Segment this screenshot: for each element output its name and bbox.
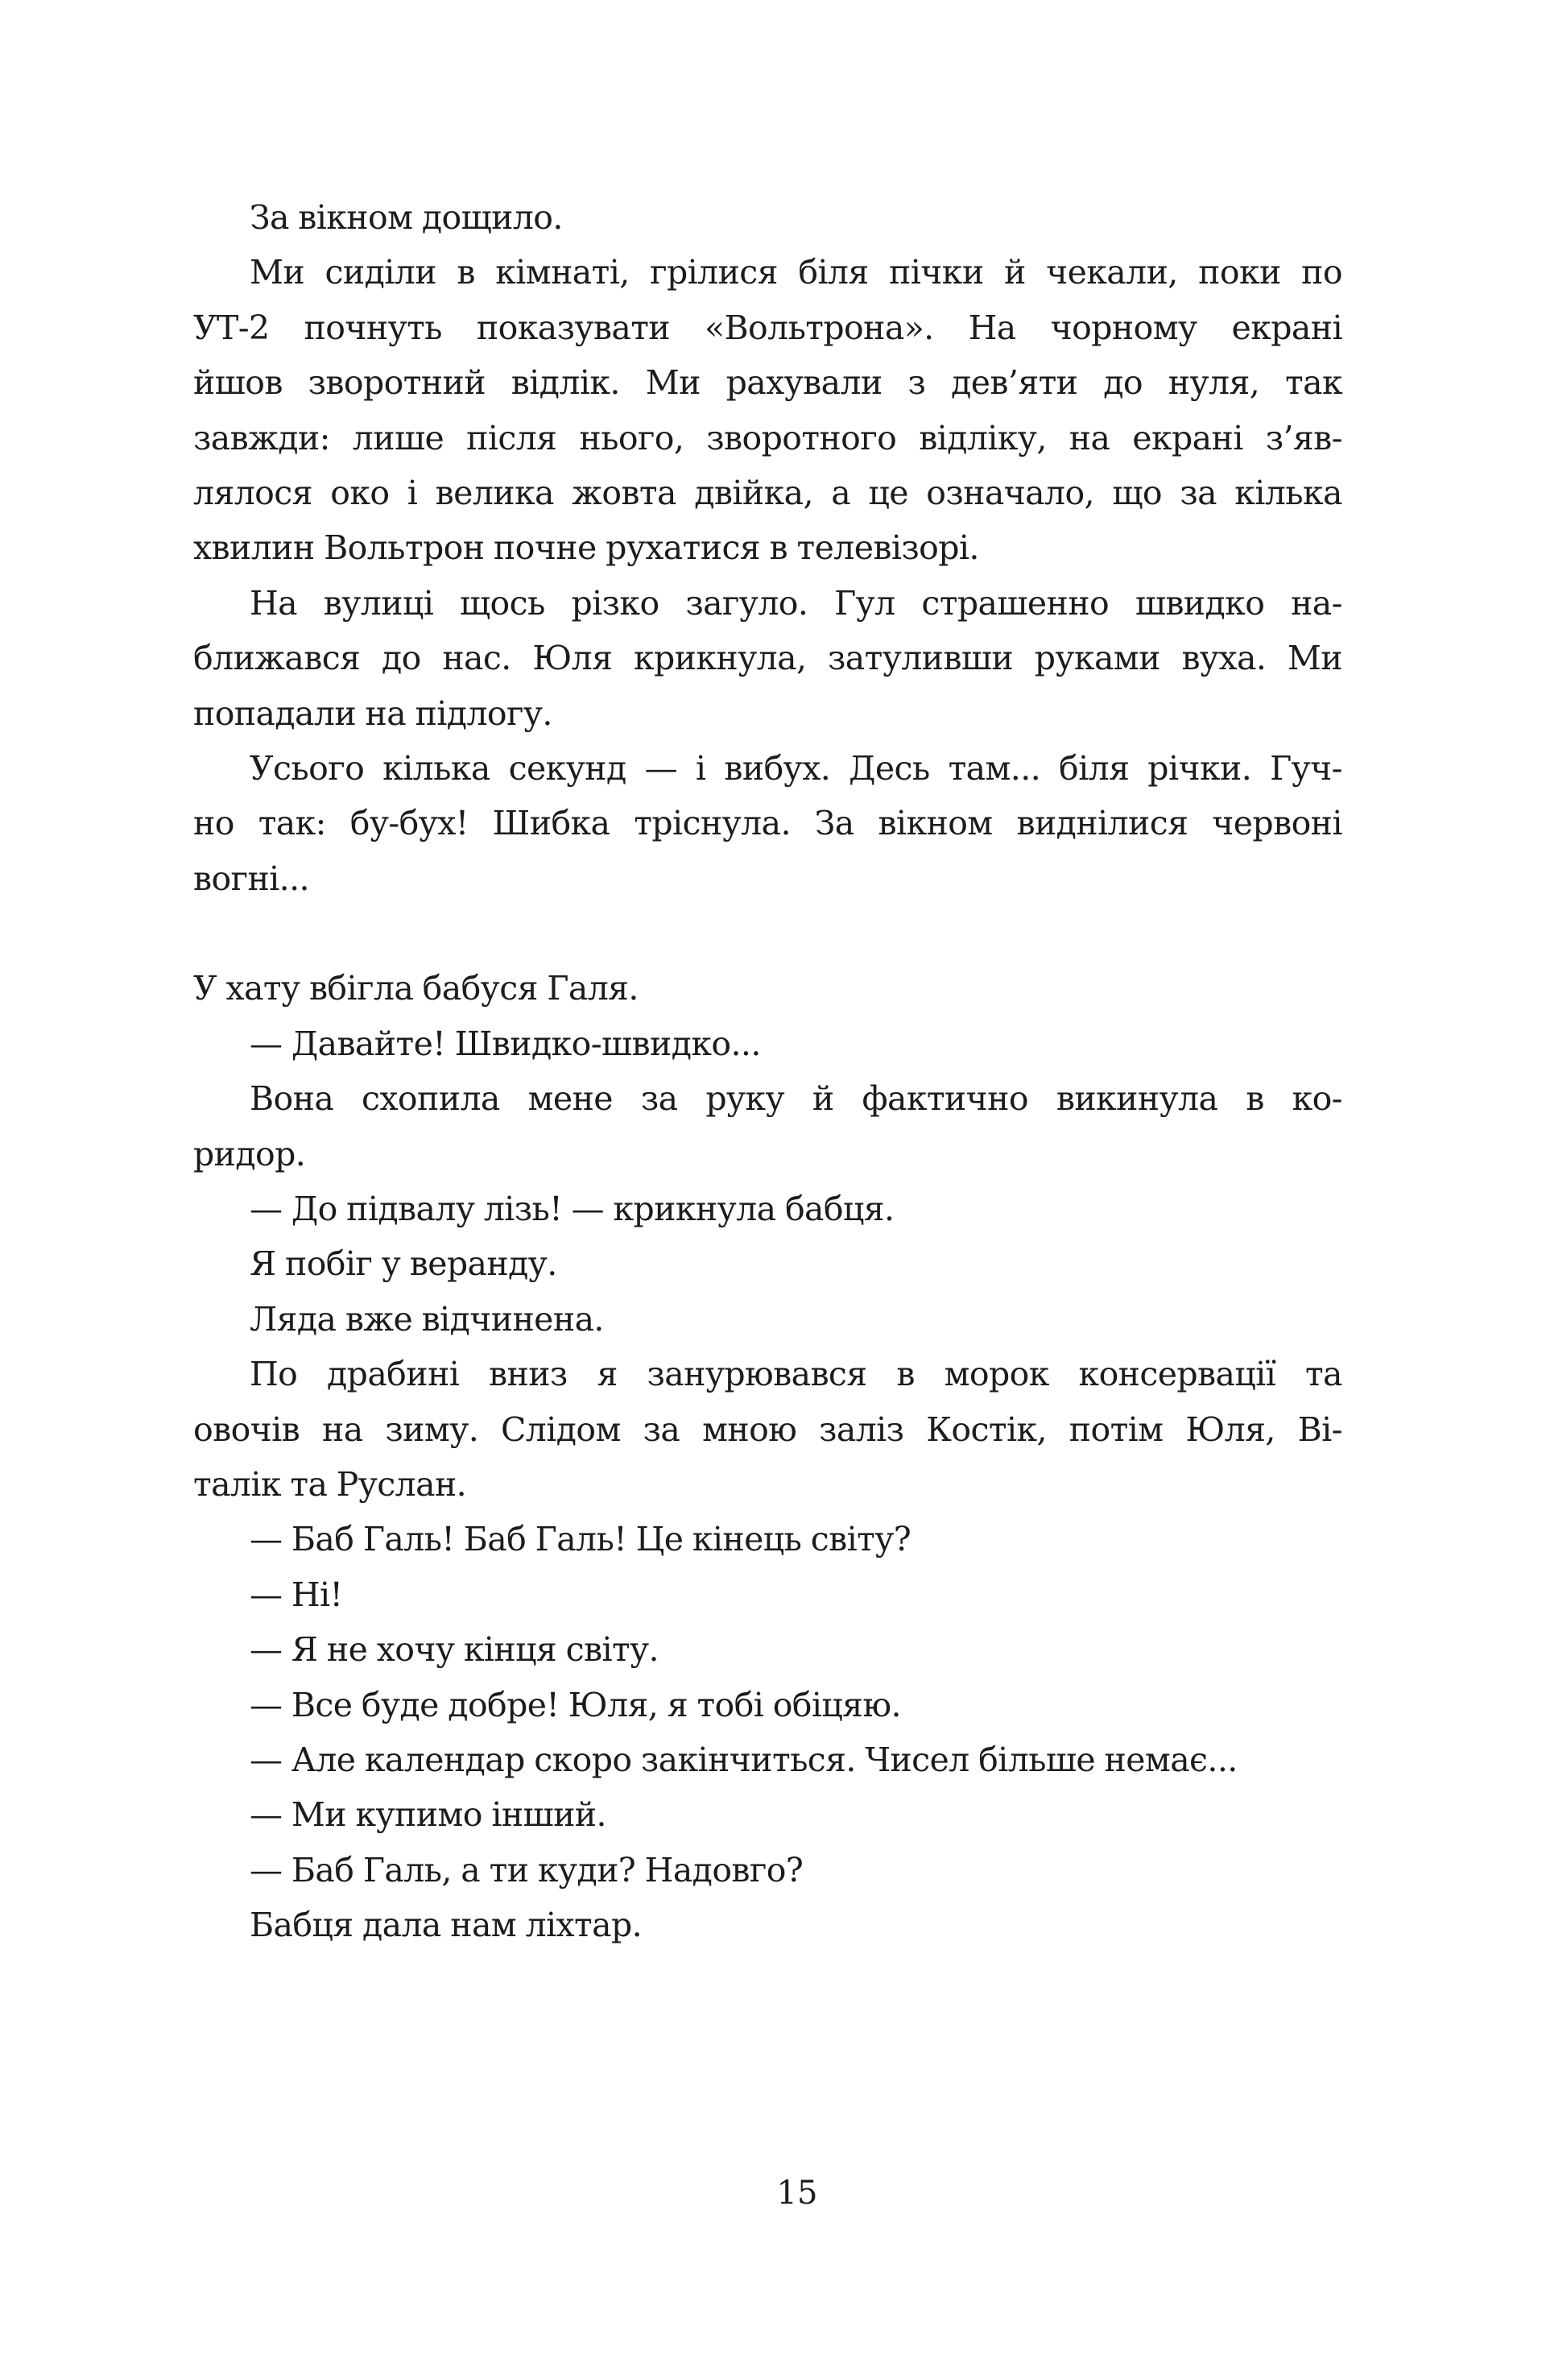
text-line: йшов зворотний відлік. Ми рахували з дев’яти до нуля, так <box>193 363 1342 403</box>
text-line: Усього кілька секунд — і вибух. Десь там... біля річки. Гуч- <box>250 748 1342 788</box>
text-line: лялося око і велика жовта двійка, а це означало, що за кілька <box>193 473 1342 512</box>
text-line: — Але календар скоро закінчиться. Чисел більше немає... <box>250 1740 1238 1779</box>
paragraph <box>193 245 1342 575</box>
text-line: хвилин Вольтрон почне рухатися в телевізорі. <box>193 528 979 568</box>
text-line: По драбині вниз я занурювався в морок консервації та <box>250 1355 1342 1394</box>
paragraph <box>193 1182 1342 1236</box>
text-line: но так: бу-бух! Шибка тріснула. За вікном виднілися червоні <box>193 804 1342 843</box>
paragraph <box>193 961 1342 1016</box>
text-line: Ми сиділи в кімнаті, грілися біля пічки й чекали, поки по <box>250 253 1342 292</box>
text-line: Бабця дала нам ліхтар. <box>250 1906 643 1945</box>
paragraph <box>193 1071 1342 1182</box>
text-line: — Ні! <box>250 1575 343 1614</box>
text-line: — Баб Галь, а ти куди? Надовго? <box>250 1850 804 1890</box>
paragraph <box>193 1016 1342 1071</box>
paragraph <box>193 1678 1342 1732</box>
text-line: — Давайте! Швидко-швидко... <box>250 1024 761 1063</box>
text-line: ближався до нас. Юля крикнула, затуливши руками вуха. Ми <box>193 639 1342 678</box>
text-line: За вікном дощило. <box>250 198 563 237</box>
text-line: овочів на зиму. Слідом за мною заліз Костік, потім Юля, Ві- <box>193 1409 1342 1449</box>
body-text <box>193 190 1342 1953</box>
text-line: талік та Руслан. <box>193 1464 467 1504</box>
paragraph <box>193 1347 1342 1512</box>
paragraph <box>193 741 1342 906</box>
text-line: УТ-2 почнуть показувати «Вольтрона». На чорному екрані <box>193 308 1342 347</box>
text-line: попадали на підлогу. <box>193 693 552 733</box>
paragraph <box>193 1732 1342 1787</box>
page-number: 15 <box>776 2175 818 2212</box>
text-line: Я побіг у веранду. <box>250 1244 557 1284</box>
paragraph <box>193 1567 1342 1622</box>
paragraph <box>193 576 1342 741</box>
paragraph <box>193 1512 1342 1567</box>
text-line: Ляда вже відчинена. <box>250 1299 604 1339</box>
text-line: вогні... <box>193 859 309 898</box>
text-line: У хату вбігла бабуся Галя. <box>193 969 639 1008</box>
text-line: — Я не хочу кінця світу. <box>250 1630 659 1670</box>
text-line: — Баб Галь! Баб Галь! Це кінець світу? <box>250 1520 911 1559</box>
paragraph <box>193 190 1342 245</box>
paragraph <box>193 1787 1342 1842</box>
text-line: Вона схопила мене за руку й фактично викинула в ко- <box>250 1079 1342 1119</box>
text-line: — Ми купимо інший. <box>250 1795 606 1835</box>
section-break <box>193 906 1342 961</box>
text-line: — До підвалу лізь! — крикнула бабця. <box>250 1190 895 1229</box>
paragraph <box>193 1236 1342 1291</box>
text-line: завжди: лише після нього, зворотного відліку, на екрані з’яв- <box>193 418 1342 457</box>
paragraph <box>193 1898 1342 1952</box>
paragraph <box>193 1292 1342 1347</box>
text-line: На вулиці щось різко загуло. Гул страшенно швидко на- <box>250 583 1342 623</box>
paragraph <box>193 1843 1342 1898</box>
text-line: ридор. <box>193 1134 306 1173</box>
paragraph <box>193 1622 1342 1677</box>
text-line: — Все буде добре! Юля, я тобі обіцяю. <box>250 1685 901 1724</box>
